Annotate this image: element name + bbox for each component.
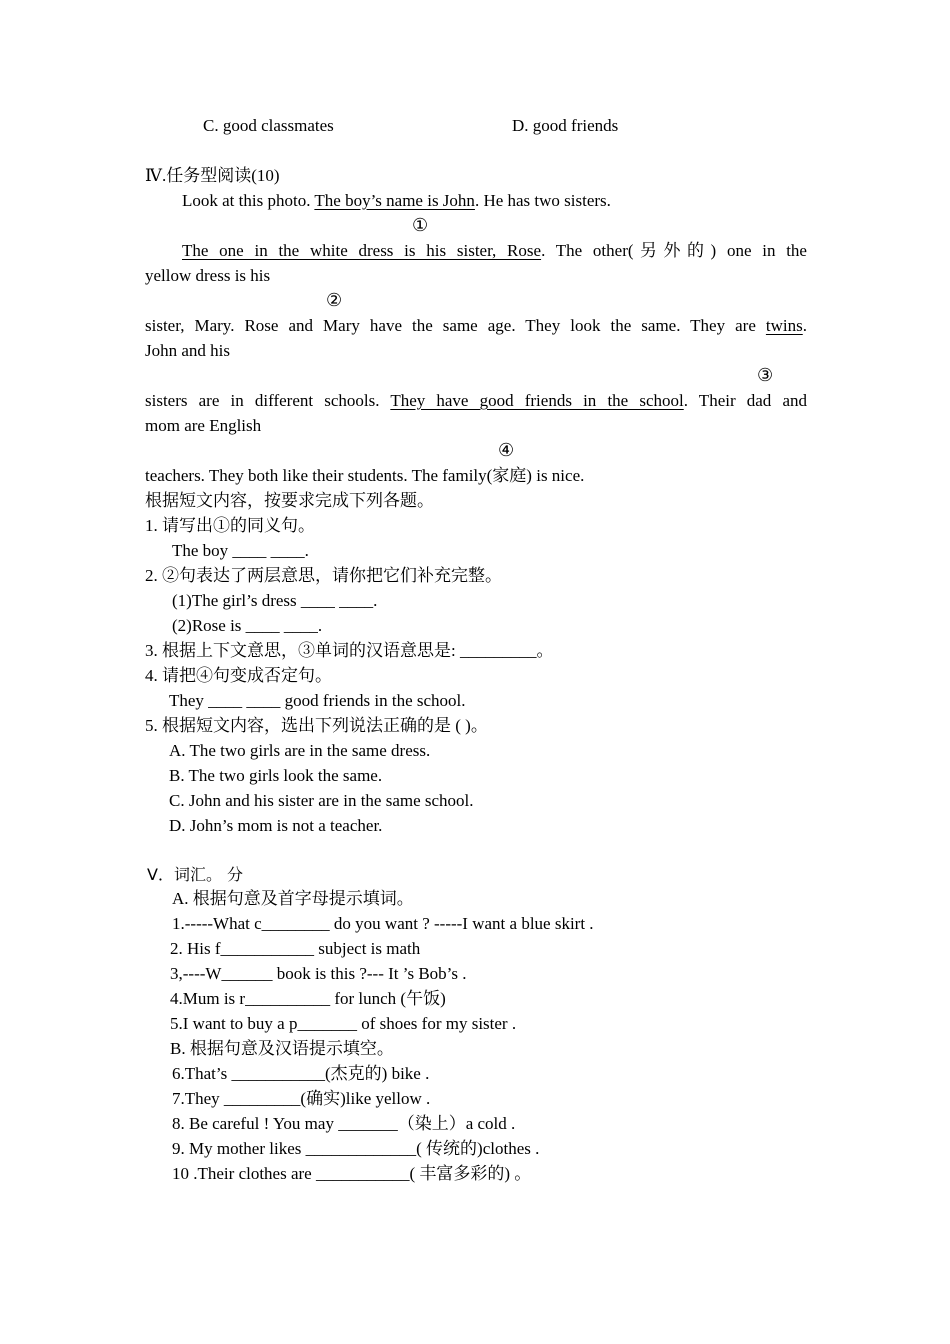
vocab-item-6: 6.That’s ___________(杰克的) bike . — [172, 1064, 430, 1083]
underlined-sentence-1: The boy’s name is John — [314, 191, 475, 210]
vocab-item-5: 5.I want to buy a p_______ of shoes for my sister . — [170, 1014, 517, 1033]
underlined-word-3: twins — [765, 316, 803, 335]
passage-cont-3: John and his — [145, 341, 230, 360]
passage-line-1 — [182, 191, 611, 211]
passage-text: sister, Mary. Rose and Mary have the same age. They look the same. They are — [145, 316, 766, 335]
underlined-sentence-2: The one in the white dress is his sister, Rose — [182, 241, 542, 260]
question-2b-blank: (2)Rose is ____ ____. — [172, 616, 323, 635]
question-1: 1. 请写出①的同义句。 — [145, 516, 315, 535]
passage-cont-2: yellow dress is his — [145, 266, 271, 285]
passage-text: . The other(另外的) one in the — [541, 241, 807, 260]
passage-text: sisters are in different schools. — [145, 391, 391, 410]
question-5-option-b: B. The two girls look the same. — [169, 766, 383, 785]
passage-cont-4: mom are English — [145, 416, 262, 435]
marker-1: ① — [412, 215, 429, 235]
option-c: C. good classmates — [203, 116, 334, 135]
question-5-option-d: D. John’s mom is not a teacher. — [169, 816, 383, 835]
vocab-item-2: 2. His f___________ subject is math — [170, 939, 421, 958]
part-b-heading: B. 根据句意及汉语提示填空。 — [170, 1039, 394, 1058]
section-v-title: V．词汇。 分 — [147, 865, 244, 884]
marker-3: ③ — [757, 365, 774, 385]
marker-2: ② — [326, 290, 343, 310]
question-1-blank: The boy ____ ____. — [172, 541, 309, 560]
question-4: 4. 请把④句变成否定句。 — [145, 666, 332, 685]
vocab-item-9: 9. My mother likes _____________( 传统的)clothes . — [172, 1139, 540, 1158]
vocab-item-1: 1.-----What c________ do you want ? -----I want a blue skirt . — [172, 914, 594, 933]
vocab-item-3: 3,----W______ book is this ?--- It ’s Bob’s . — [170, 964, 467, 983]
section-iv-title: Ⅳ.任务型阅读(10) — [145, 166, 280, 185]
question-4-blank: They ____ ____ good friends in the school. — [169, 691, 466, 710]
question-5-option-c: C. John and his sister are in the same school. — [169, 791, 474, 810]
passage-line-2 — [182, 241, 807, 261]
passage-line-5: teachers. They both like their students. The family(家庭) is nice. — [145, 466, 585, 485]
passage-text: . He has two sisters. — [474, 191, 611, 210]
question-2: 2. ②句表达了两层意思，请你把它们补充完整。 — [145, 566, 502, 585]
question-5-option-a: A. The two girls are in the same dress. — [169, 741, 431, 760]
question-5: 5. 根据短文内容，选出下列说法正确的是 ( )。 — [145, 716, 488, 735]
passage-text: . Their dad and — [683, 391, 807, 410]
instruction: 根据短文内容，按要求完成下列各题。 — [145, 491, 434, 510]
question-3: 3. 根据上下文意思，③单词的汉语意思是: _________。 — [145, 641, 554, 660]
option-d: D. good friends — [512, 116, 619, 135]
vocab-item-8: 8. Be careful ! You may _______（染上）a cold . — [172, 1114, 516, 1133]
vocab-item-4: 4.Mum is r__________ for lunch (午饭) — [170, 989, 446, 1008]
passage-text: . — [802, 316, 807, 335]
passage-line-3 — [145, 316, 807, 336]
passage-text: Look at this photo. — [182, 191, 315, 210]
passage-line-4 — [145, 391, 807, 411]
vocab-item-7: 7.They _________(确实)like yellow . — [172, 1089, 431, 1108]
underlined-sentence-4: They have good friends in the school — [390, 391, 684, 410]
question-2a-blank: (1)The girl’s dress ____ ____. — [172, 591, 378, 610]
vocab-item-10: 10 .Their clothes are ___________( 丰富多彩的) 。 — [172, 1164, 532, 1183]
marker-4: ④ — [498, 440, 515, 460]
part-a-heading: A. 根据句意及首字母提示填词。 — [172, 889, 414, 908]
